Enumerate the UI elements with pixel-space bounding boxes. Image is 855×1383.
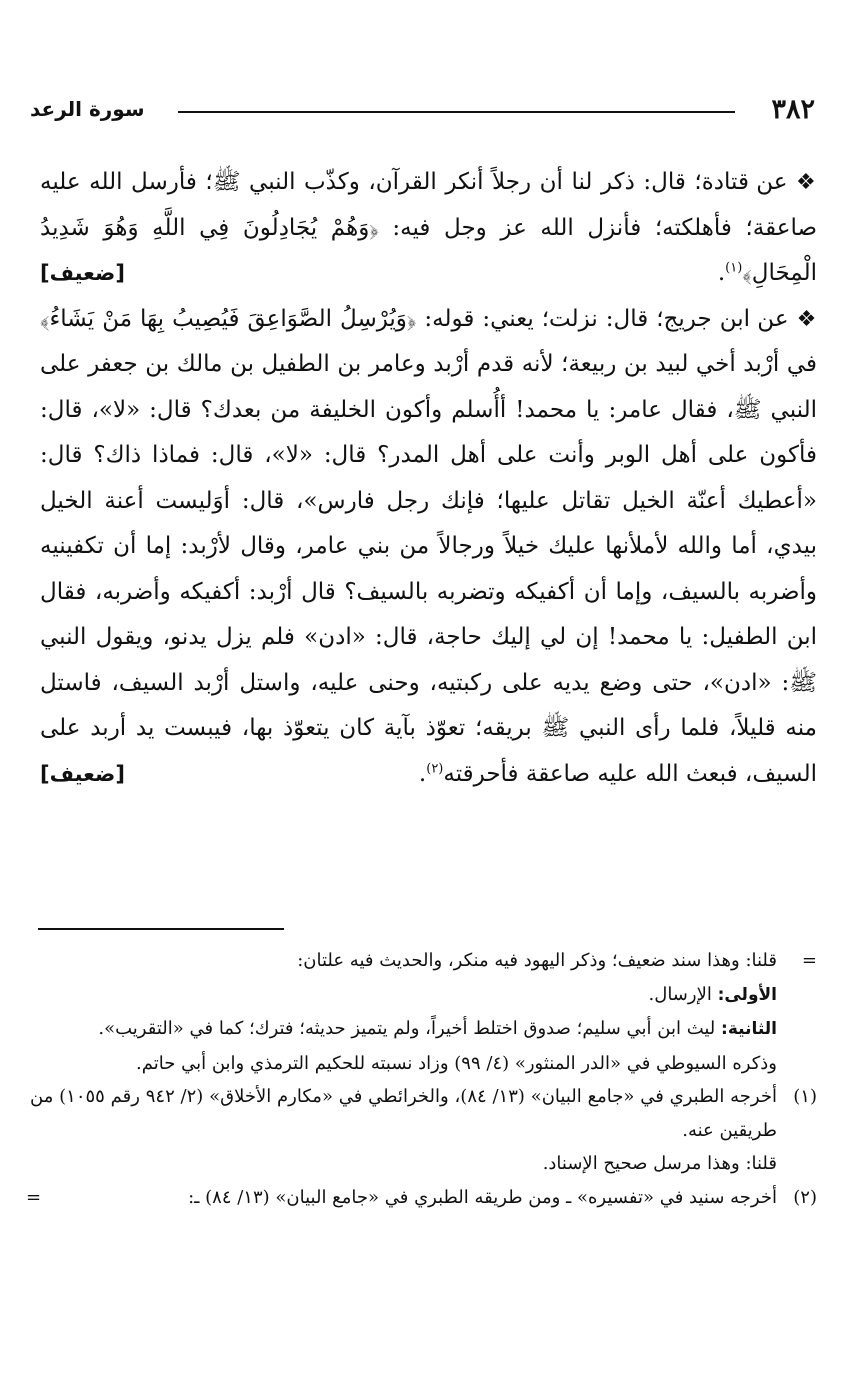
footnote-line: قلنا: وهذا سند ضعيف؛ وذكر اليهود فيه منكر، والحديث فيه علتان: — [297, 950, 777, 971]
footnote-ref[interactable]: (١) — [725, 260, 743, 276]
footnote-body: أخرجه سنيد في «تفسيره» ـ ومن طريقه الطبري في «جامع البيان» (١٣/ ٨٤) ـ: — [188, 1186, 777, 1208]
bullet-icon: ❖ — [796, 306, 817, 332]
hadith-paragraph — [40, 160, 817, 297]
footnote-2 — [26, 1181, 817, 1215]
page-number: ٣٨٢ — [771, 94, 815, 125]
footnote-line — [30, 1012, 777, 1047]
term-text: الإرسال. — [648, 983, 718, 1005]
page-header — [30, 92, 815, 132]
hadith-paragraph — [40, 297, 817, 798]
sentence-end: . — [418, 760, 427, 787]
grade-label: [ضعيف] — [40, 261, 125, 285]
footnote-line: وذكره السيوطي في «الدر المنثور» (٤/ ٩٩) وزاد نسبته للحكيم الترمذي وابن أبي حاتم. — [136, 1052, 777, 1074]
continuation-marker: = — [26, 1186, 42, 1208]
hadith-text: عن قتادة؛ قال: ذكر لنا أن رجلاً أنكر القرآن، وكذّب النبي ﷺ؛ فأرسل الله عليه صاعقة؛ فأهلكته؛ فأنزل الله عز وجل فيه: ﴿وَهُمْ يُجَادِلُونَ فِي اللَّهِ وَهُوَ شَدِيدُ الْمِحَالِ﴾ — [40, 169, 817, 286]
footnote-note: قلنا: وهذا مرسل صحيح الإسناد. — [542, 1153, 777, 1174]
hadith-text: عن ابن جريج؛ قال: نزلت؛ يعني: قوله: ﴿وَيُرْسِلُ الصَّوَاعِقَ فَيُصِيبُ بِهَا مَنْ يَشَاءُ﴾ في أرْبد أخي لبيد بن ربيعة؛ لأنه قدم أرْبد وعامر بن الطفيل بن مالك بن جعفر على النبي ﷺ، فقال عامر: يا محمد! أأُسلم وأكون الخليفة من بعدك؟ قال: «لا»، قال: فأكون على أهل الوبر وأنت على أهل المدر؟ قال: «لا»، قال: فماذا ذاك؟ قال: «أعطيك أعنّة الخيل تقاتل عليها؛ فإنك رجل فارس»، قال: أوَليست أعنة الخيل بيدي، أما والله لأملأنها عليك خيلاً ورجالاً من بني عامر، وقال لأرْبد: إما أن تكفينيه وأضربه بالسيف، وإما أن أكفيكه وتضربه بالسيف؟ قال أرْبد: أكفيكه وأضربه، فقال ابن الطفيل: يا محمد! إن لي إليك حاجة، قال: «ادن» فلم يزل يدنو، ويقول النبي ﷺ: «ادن»، حتى وضع يديه على ركبتيه، وحنى عليه، واستل أرْبد السيف، فاستل منه قليلاً، فلما رأى النبي ﷺ بريقه؛ تعوّذ بآية كان يتعوّذ بها، فيبست يد أربد على السيف، فبعث الله عليه صاعقة فأحرقته — [40, 305, 817, 787]
footnote-text: أخرجه الطبري في «جامع البيان» (١٣/ ٨٤)، والخرائطي في «مكارم الأخلاق» (٢/ ٩٤٢ رقم ١٠٥٥) من طريقين عنه. — [30, 1086, 777, 1141]
sentence-end: . — [717, 260, 726, 286]
footnote-text — [26, 1181, 777, 1215]
term-label: الثانية: — [721, 1019, 777, 1039]
footnote-continuation — [30, 944, 817, 1080]
grade-label: [ضعيف] — [40, 761, 125, 786]
header-rule — [178, 111, 735, 113]
footnote-number: (١) — [793, 1086, 817, 1107]
bullet-icon: ❖ — [796, 170, 818, 195]
continuation-marker: = — [801, 950, 817, 971]
footnote-1 — [30, 1080, 817, 1181]
term-label: الأولى: — [717, 984, 777, 1005]
footnotes-section — [26, 944, 817, 1214]
footnote-separator — [38, 928, 284, 930]
footnote-ref[interactable]: (٢) — [426, 760, 444, 776]
footnote-number: (٢) — [793, 1186, 817, 1208]
term-text: ليث ابن أبي سليم؛ صدوق اختلط أخيراً، ولم يتميز حديثه؛ فترك؛ كما في «التقريب». — [98, 1018, 722, 1039]
main-text — [40, 160, 817, 797]
footnote-line — [30, 978, 777, 1013]
surah-title: سورة الرعد — [30, 97, 145, 121]
